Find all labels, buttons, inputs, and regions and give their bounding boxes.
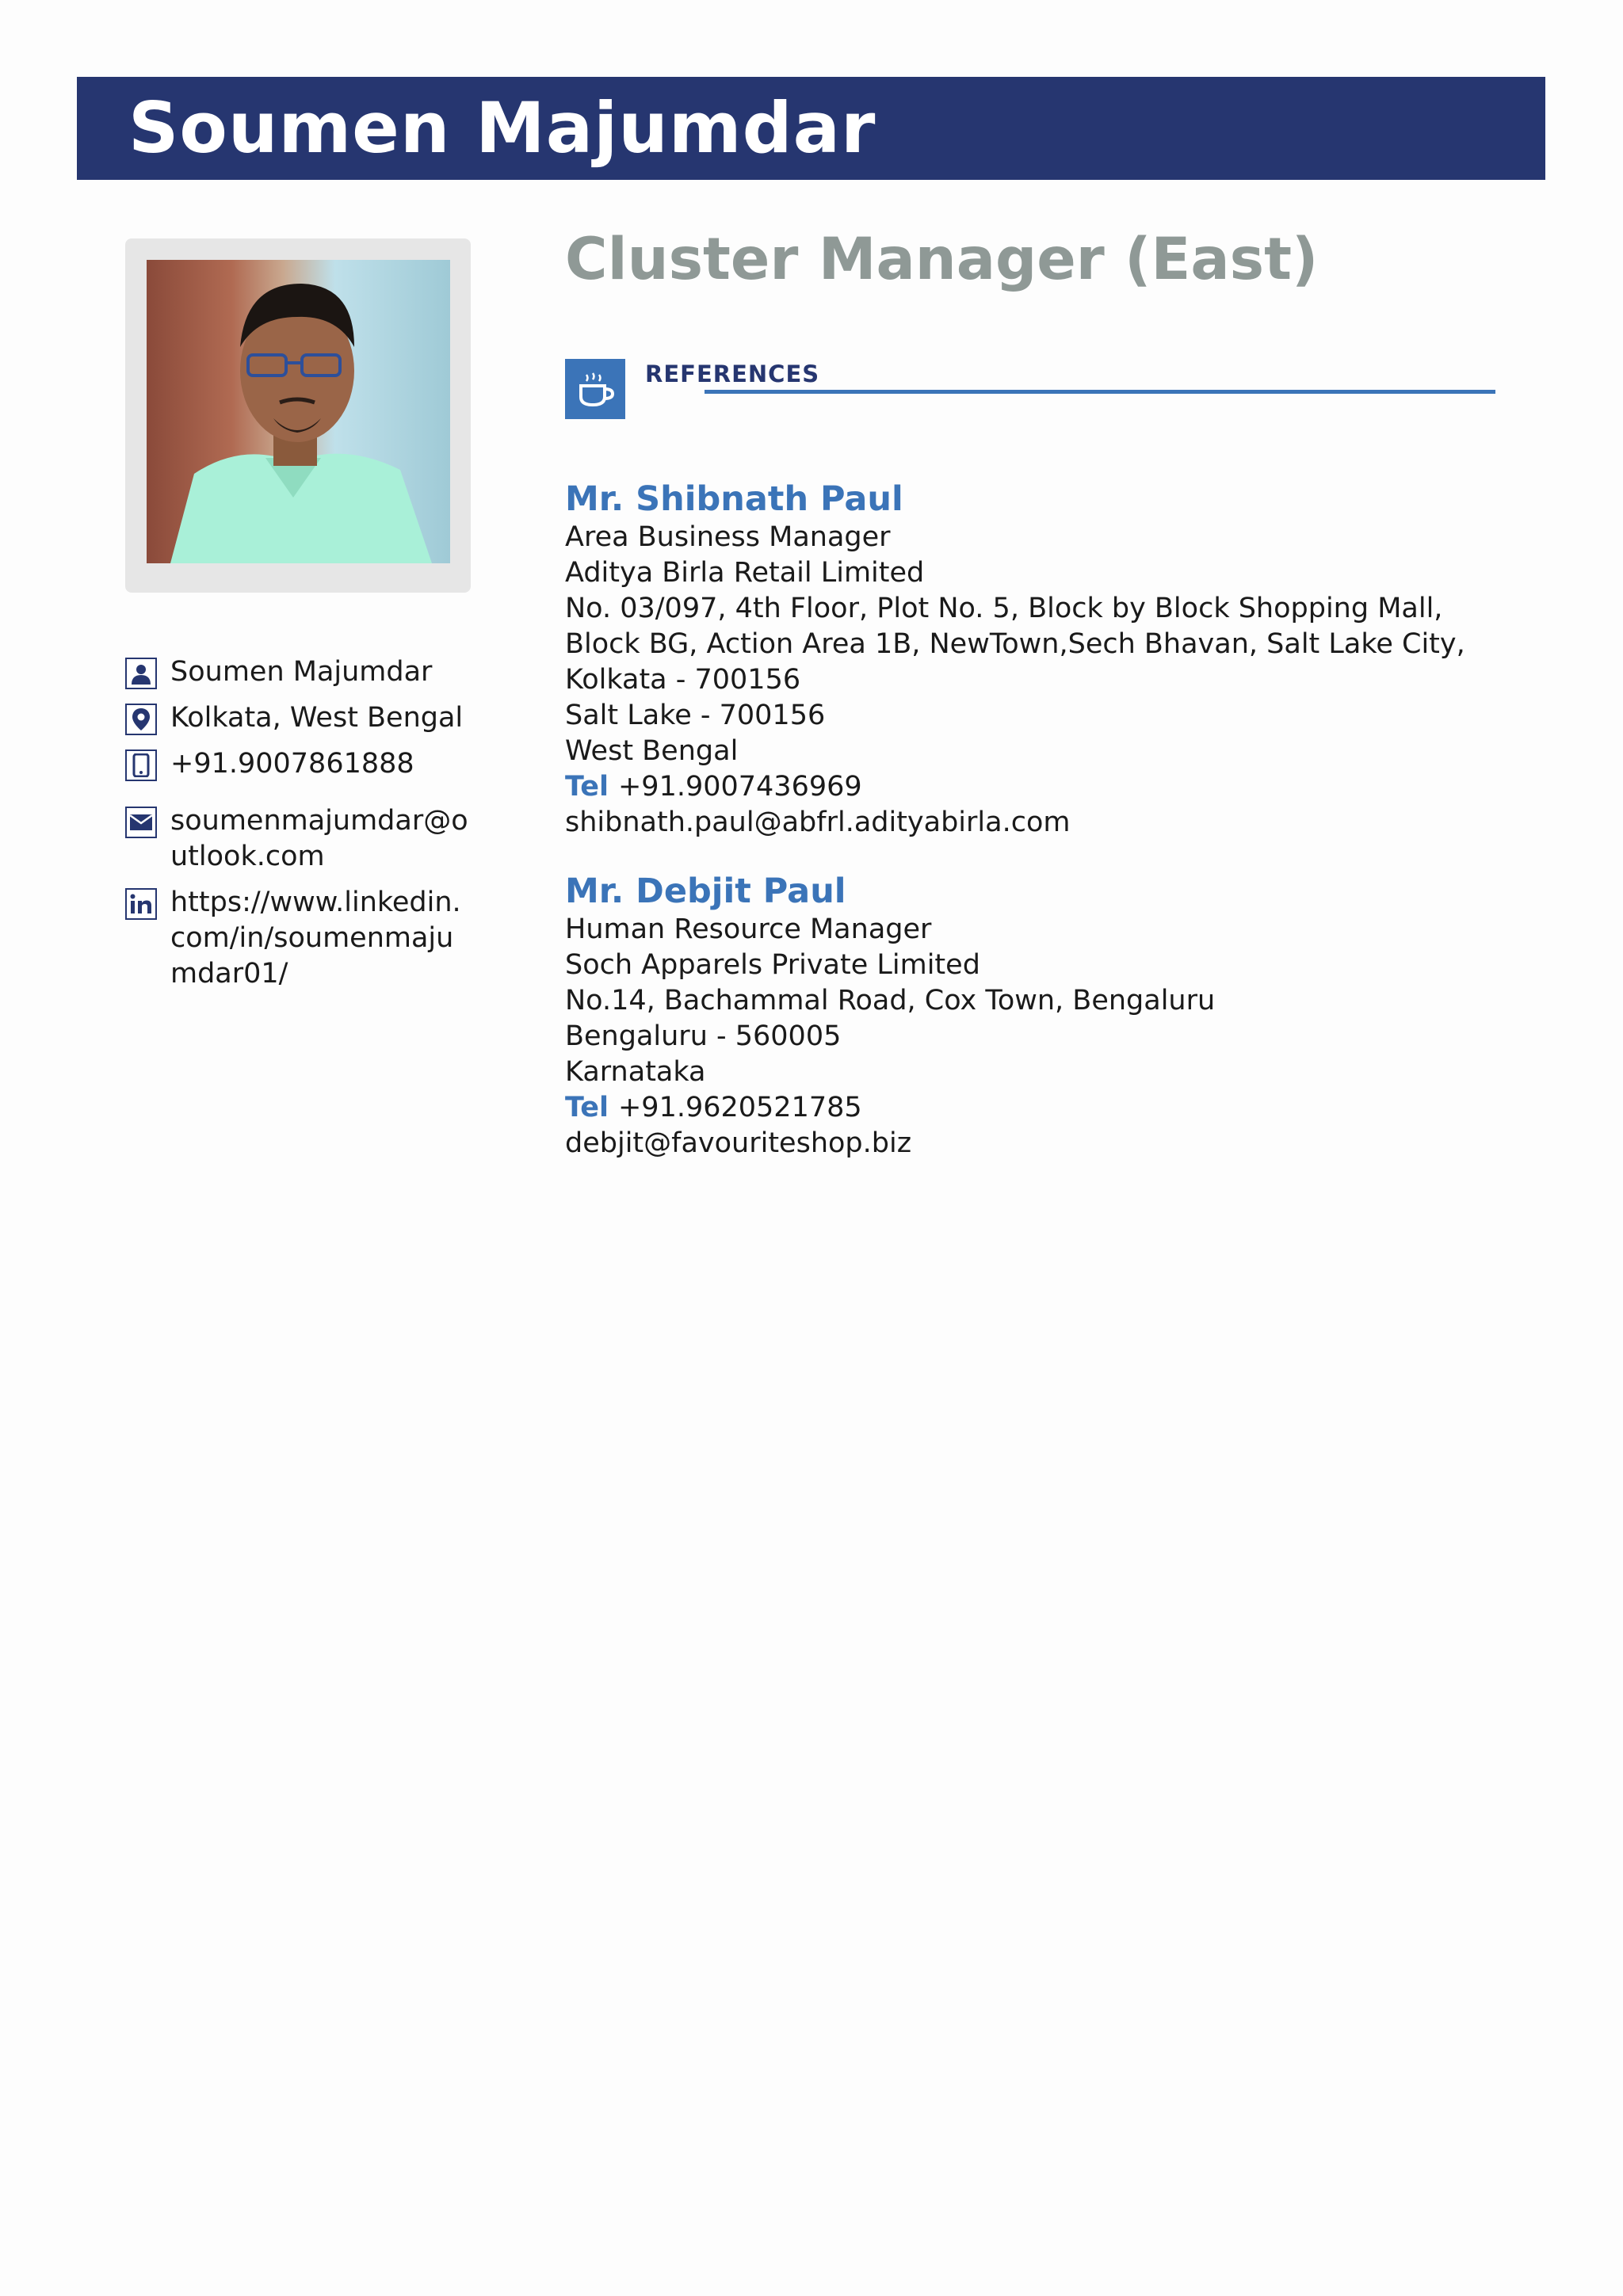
header-name: Soumen Majumdar <box>128 87 876 169</box>
reference-state: West Bengal <box>565 735 739 767</box>
reference-role: Area Business Manager <box>565 521 891 553</box>
header-bar <box>77 77 1545 180</box>
envelope-icon <box>125 807 157 838</box>
reference-company: Soch Apparels Private Limited <box>565 949 980 981</box>
reference-tel-row <box>565 1090 1516 1126</box>
reference-tel[interactable]: +91.9620521785 <box>617 1092 862 1123</box>
tel-label: Tel <box>565 1092 609 1123</box>
cup-icon <box>565 359 625 419</box>
reference-address-line: Block BG, Action Area 1B, NewTown,Sech Bhavan, Salt Lake City, <box>565 628 1465 660</box>
contact-linkedin[interactable]: https://www.linkedin.com/in/soumenmajumdar01/ <box>170 887 461 990</box>
linkedin-icon <box>125 888 157 920</box>
contact-linkedin-row <box>125 888 475 992</box>
reference-name: Mr. Shibnath Paul <box>565 479 903 519</box>
reference-entry <box>565 871 1516 1161</box>
person-icon <box>125 658 157 689</box>
reference-email[interactable]: debjit@favouriteshop.biz <box>565 1127 912 1159</box>
reference-role: Human Resource Manager <box>565 913 932 945</box>
contact-email-row <box>125 807 475 875</box>
reference-address-line: No. 03/097, 4th Floor, Plot No. 5, Block by Block Shopping Mall, <box>565 593 1443 624</box>
location-pin-icon <box>125 704 157 735</box>
reference-state: Karnataka <box>565 1056 706 1088</box>
profile-photo <box>147 260 450 563</box>
contact-phone[interactable]: +91.9007861888 <box>170 748 414 780</box>
reference-tel[interactable]: +91.9007436969 <box>617 771 862 803</box>
profile-photo-frame <box>125 238 471 593</box>
reference-tel-row <box>565 769 1516 805</box>
section-rule <box>705 390 1495 394</box>
reference-city: Bengaluru - 560005 <box>565 1020 842 1052</box>
reference-address-line: No.14, Bachammal Road, Cox Town, Bengaluru <box>565 985 1216 1016</box>
section-title-references: REFERENCES <box>645 360 820 387</box>
reference-company: Aditya Birla Retail Limited <box>565 557 925 589</box>
contact-email[interactable]: soumenmajumdar@outlook.com <box>170 805 468 872</box>
reference-city: Salt Lake - 700156 <box>565 700 826 731</box>
reference-address-line: Kolkata - 700156 <box>565 664 801 696</box>
tel-label: Tel <box>565 771 609 803</box>
contact-phone-row <box>125 749 475 782</box>
job-title: Cluster Manager (East) <box>565 226 1319 293</box>
contact-name-row <box>125 658 475 690</box>
contact-location-row <box>125 704 475 736</box>
contact-location: Kolkata, West Bengal <box>170 702 464 734</box>
mobile-phone-icon <box>125 749 157 781</box>
contact-name: Soumen Majumdar <box>170 656 433 688</box>
reference-entry <box>565 479 1516 841</box>
reference-email[interactable]: shibnath.paul@abfrl.adityabirla.com <box>565 807 1071 838</box>
reference-name: Mr. Debjit Paul <box>565 871 846 911</box>
